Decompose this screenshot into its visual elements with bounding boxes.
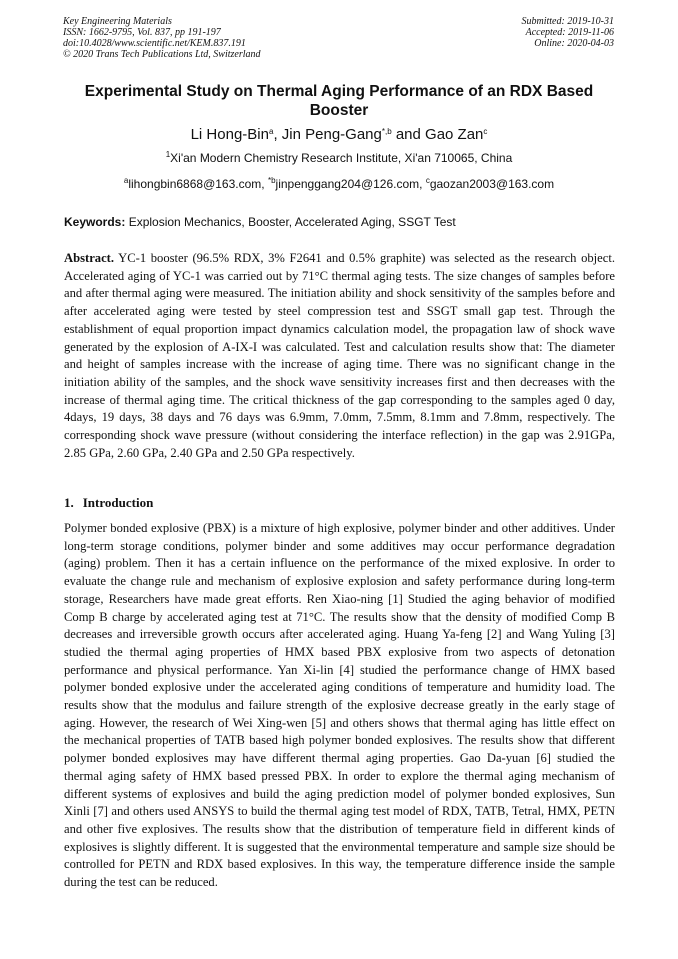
email-list bbox=[0, 177, 678, 192]
section-title: Introduction bbox=[82, 495, 154, 510]
journal-name: Key Engineering Materials bbox=[63, 16, 172, 27]
email-superscript: *b bbox=[267, 176, 276, 185]
keywords-label: Keywords: bbox=[64, 215, 126, 229]
affiliation bbox=[0, 151, 678, 166]
introduction-paragraph: Polymer bonded explosive (PBX) is a mixture of high explosive, polymer binder and other additives. Under long-term storage conditions, polymer binder and some additives may occur performance degradation (aging) problem. Then it has a certain influence on the performance of the mixed explosive. In order to evaluate the change rule and mechanism of explosive explosion and safety performance during long-term storage, Researchers have made great efforts. Ren Xiao-ning [1] Studied the aging behavior of modified Comp B charge by accelerated aging test at 71°C. The results show that the density of modified Comp B decreases and irreversible growth occurs after accelerated aging. Huang Ya-feng [2] and Wang Yuling [3] studied the thermal aging properties of HMX based PBX explosive from two aspects of detonation performance and physical performance. Yan Xi-lin [4] studied the performance change of HMX based polymer bonded explosive under the accelerated aging conditions of temperature and humidity load. The results show that the modulus and failure strength of the explosive decrease greatly in the early stage of aging. However, the research of Wei Xing-wen [5] and others shows that thermal aging has little effect on the mechanical properties of TATB based high polymer bonded explosives. The results show that different polymer bonded explosives may have different thermal aging properties. Gao Da-yuan [6] studied the thermal aging safety of HMX based pressed PBX. In order to explore the thermal aging mechanism of different systems of explosives and build the aging prediction model of polymer bonded explosives, Sun Xinli [7] and others used ANSYS to build the thermal aging test model of RDX, TATB, Tetral, HMX, PETN and other five explosives. The results show that the distribution of temperature field in different kinds of explosives is slightly different. It is suggested that the environmental temperature and sample size should be controlled for PETN and RDX based explosives. In this way, the temperature difference inside the sample during the test can be reduced. bbox=[64, 521, 615, 890]
online-date: Online: 2020-04-03 bbox=[534, 38, 614, 49]
journal-header bbox=[63, 16, 261, 60]
email-address: jinpenggang204@126.com bbox=[275, 177, 420, 191]
author-superscript: a bbox=[268, 127, 274, 136]
author-list bbox=[0, 125, 678, 145]
section-heading bbox=[64, 494, 153, 511]
abstract-label: Abstract. bbox=[64, 251, 115, 265]
author-name: Jin Peng-Gang bbox=[281, 126, 382, 143]
affiliation-text: Xi'an Modern Chemistry Research Institute, Xi'an 710065, China bbox=[170, 151, 513, 165]
keywords-text: Explosion Mechanics, Booster, Accelerated Aging, SSGT Test bbox=[125, 215, 456, 229]
author-superscript: c bbox=[483, 127, 488, 136]
author-separator: and bbox=[391, 126, 426, 143]
email-address: lihongbin6868@163.com bbox=[128, 177, 262, 191]
abstract bbox=[64, 250, 615, 462]
doi-line: doi:10.4028/www.scientific.net/KEM.837.191 bbox=[63, 38, 246, 49]
submitted-date: Submitted: 2019-10-31 bbox=[521, 16, 614, 27]
section-number: 1. bbox=[64, 495, 74, 510]
issn-line: ISSN: 1662-9795, Vol. 837, pp 191-197 bbox=[63, 27, 221, 38]
accepted-date: Accepted: 2019-11-06 bbox=[525, 27, 614, 38]
author-superscript: *,b bbox=[381, 127, 392, 136]
email-superscript: a bbox=[123, 176, 129, 185]
dates-header bbox=[522, 16, 615, 49]
author-name: Gao Zan bbox=[425, 126, 484, 143]
email-separator: , bbox=[261, 177, 268, 191]
email-address: gaozan2003@163.com bbox=[429, 177, 555, 191]
paper-title: Experimental Study on Thermal Aging Performance of an RDX Based Booster bbox=[84, 83, 594, 119]
email-separator: , bbox=[419, 177, 426, 191]
author-name: Li Hong-Bin bbox=[190, 126, 269, 143]
affiliation-superscript: 1 bbox=[165, 150, 171, 159]
email-superscript: c bbox=[425, 176, 430, 185]
author-separator: , bbox=[273, 126, 282, 143]
copyright-line: © 2020 Trans Tech Publications Ltd, Switzerland bbox=[63, 49, 261, 60]
keywords bbox=[64, 215, 616, 230]
abstract-text: YC-1 booster (96.5% RDX, 3% F2641 and 0.5% graphite) was selected as the research object. Accelerated aging of YC-1 was carried out by 71°C thermal aging tests. The size changes of samples before and after thermal aging were measured. The initiation ability and shock sensitivity of the samples before and after accelerated aging were tested by steel compression test and SSGT small gap test. Through the establishment of equal proportion impact dynamics calculation model, the propagation law of shock wave generated by the explosion of A-IX-I was calculated. Test and calculation results show that: The diameter and height of samples increase with the increase of aging time. There was no significant change in the initiation ability of the samples, and the shock wave sensitivity increases first and then decreases with the increase of thermal aging time. The critical thickness of the gap corresponding to the samples aged 0 day, 4days, 19 days, 38 days and 76 days was 6.9mm, 7.0mm, 7.5mm, 8.1mm and 7.8mm, respectively. The corresponding shock wave pressure (without considering the interface reflection) in the gap was 2.91GPa, 2.85 GPa, 2.60 GPa, 2.40 GPa and 2.50 GPa respectively. bbox=[64, 251, 615, 460]
